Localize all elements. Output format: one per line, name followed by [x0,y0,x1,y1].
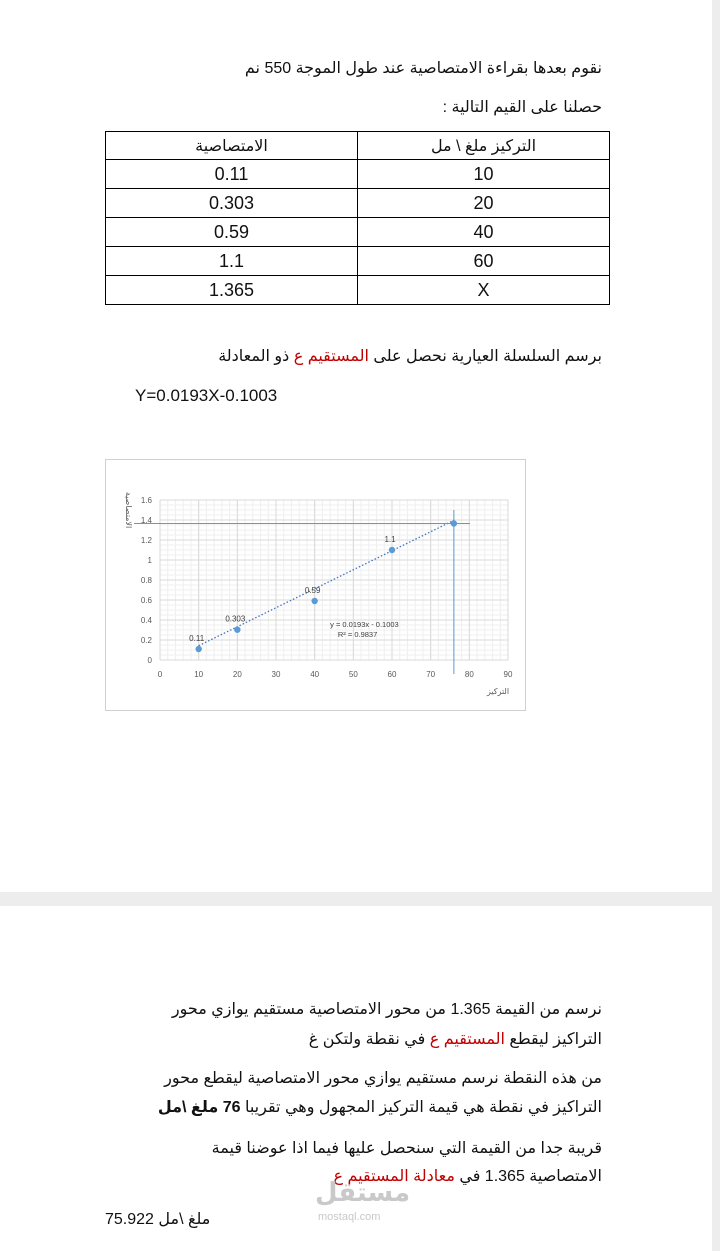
data-point [451,520,457,526]
p3-line2-pre: الامتصاصية 1.365 في [454,1168,602,1185]
table-row [106,218,610,247]
y-tick-label: 0.8 [140,576,152,585]
intro-line-1: نقوم بعدها بقراءة الامتصاصية عند طول الموجة 550 نم [244,60,602,77]
x-tick-label: 70 [426,670,436,679]
data-point [234,627,240,633]
data-label: 0.303 [225,614,246,624]
table-cell-absorbance: 0.303 [106,189,358,218]
table-row [106,247,610,276]
y-tick-label: 1.4 [140,516,152,525]
x-tick-label: 90 [503,670,513,679]
x-tick-label: 30 [271,670,281,679]
table-cell-absorbance: 0.59 [106,218,358,247]
trendline-equation: y = 0.0193x - 0.1003 [330,620,399,629]
x-axis-title: التركيز [486,687,510,696]
x-tick-label: 0 [157,670,163,679]
data-point [311,598,317,604]
x-tick-label: 60 [387,670,397,679]
p3-line2-red: معادلة المستقيم ع [333,1168,455,1185]
curve-sentence-post: ذو المعادلة [218,348,294,365]
p1-line2-pre: التراكيز ليقطع [504,1031,602,1048]
curve-sentence-red: المستقيم ع [293,348,369,365]
table-cell-concentration: X [358,276,610,305]
y-tick-label: 1.6 [140,496,152,505]
y-axis-title: الامتصاصية [124,491,133,529]
paragraph-2-line-2 [158,1097,602,1117]
x-tick-label: 80 [464,670,474,679]
watermark-url: mostaql.com [318,1211,381,1223]
data-point [389,547,395,553]
y-tick-label: 1.2 [140,536,152,545]
data-label: 0.59 [304,586,321,595]
data-label: 1.1 [384,535,396,544]
paragraph-1-line-1: نرسم من القيمة 1.365 من محور الامتصاصية مستقيم يوازي محور [171,1001,602,1018]
intro-line-2: حصلنا على القيم التالية : [442,99,602,116]
table-cell-absorbance: 0.11 [106,160,358,189]
r-squared-label: R² = 0.9837 [337,630,378,639]
p1-line2-red: المستقيم ع [429,1031,505,1048]
table-header-row [106,132,610,160]
x-tick-label: 20 [232,670,242,679]
y-tick-label: 0.6 [140,596,152,605]
y-tick-label: 0.4 [140,616,152,625]
paragraph-1-line-2 [309,1029,602,1049]
calibration-chart [105,459,526,711]
data-label: 0.11 [189,634,205,643]
table-row [106,160,610,189]
table-cell-concentration: 40 [358,218,610,247]
table-cell-absorbance: 1.365 [106,276,358,305]
chart-svg [106,460,525,710]
equation: Y=0.0193X-0.1003 [135,386,278,405]
paragraph-3-line-1: قريبة جدا من القيمة التي سنحصل عليها فيما اذا عوضنا قيمة [211,1140,602,1157]
p1-line2-post: في نقطة ولتكن غ [308,1031,430,1048]
x-tick-label: 40 [310,670,320,679]
table-cell-concentration: 20 [358,189,610,218]
table-cell-concentration: 10 [358,160,610,189]
p2-line2-bold: 76 ملغ \مل [157,1099,241,1116]
table-cell-concentration: 60 [358,247,610,276]
x-tick-label: 50 [348,670,358,679]
x-tick-label: 10 [194,670,204,679]
table-row [106,189,610,218]
table-header-concentration: التركيز ملغ \ مل [358,132,610,160]
data-point [195,646,201,652]
paragraph-2-line-1: من هذه النقطة نرسم مستقيم يوازي محور الامتصاصية ليقطع محور [164,1070,602,1087]
result-value: ملغ \مل 75.922 [105,1211,211,1228]
table-header-absorbance: الامتصاصية [106,132,358,160]
curve-sentence-pre: برسم السلسلة العيارية نحصل على [368,348,602,365]
curve-sentence [218,346,602,366]
p2-line2-pre: التراكيز في نقطة هي قيمة التركيز المجهول وهي تقريبا [240,1099,602,1116]
y-tick-label: 0.2 [140,636,152,645]
y-tick-label: 0 [147,656,152,665]
table-cell-absorbance: 1.1 [106,247,358,276]
y-tick-label: 1 [147,556,152,565]
watermark-logo: مستقل [315,1177,411,1207]
table-row [106,276,610,305]
absorbance-table [105,131,610,305]
